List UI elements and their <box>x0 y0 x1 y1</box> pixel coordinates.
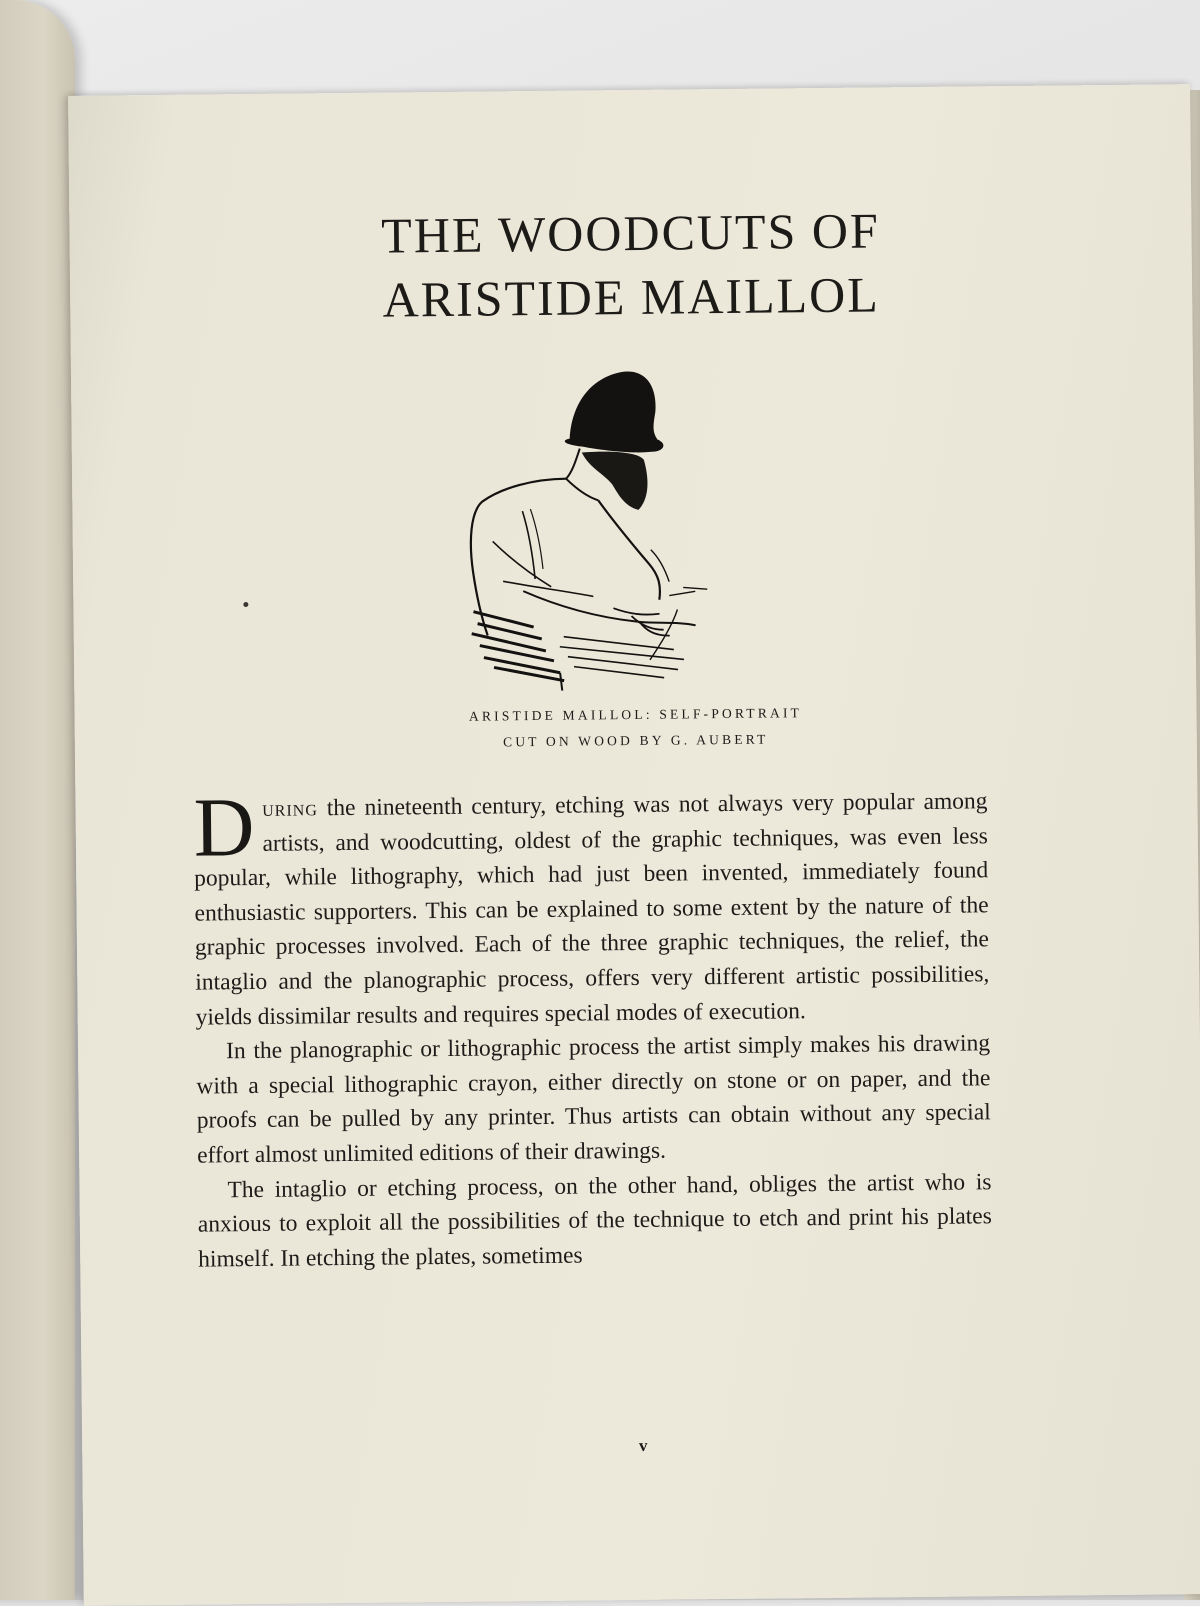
illustration-caption-line-1: ARISTIDE MAILLOL: SELF-PORTRAIT <box>468 705 803 724</box>
paragraph-1 <box>193 780 990 1034</box>
left-page-edge <box>0 0 75 1600</box>
paragraph-3: The intaglio or etching process, on the other hand, obliges the artist who is anxious to exploit all the possibilities of the technique to etch and print his plates himself. In etching the plates, sometimes <box>197 1168 992 1273</box>
paragraph-2: In the planographic or lithographic process the artist simply makes his drawing with a special lithographic crayon, either directly on stone or on paper, and the proofs can be pulled by any printer. Thus artists can obtain without any special effort almost unlimited editions of their drawings. <box>196 1030 991 1169</box>
page-number: v <box>638 1435 648 1455</box>
book-page <box>68 84 1200 1606</box>
paragraph-1-text: the nineteenth century, etching was not always very popular among artists, and woodcutting, oldest of the graphic techniques, was even less popular, while lithography, which had just been invented, immediately found enthusiastic supporters. This can be explained to some extent by the nature of the graphic processes involved. Each of the three graphic techniques, the relief, the intaglio and the planographic process, offers very different artistic possibilities, yields dissimilar results and requires special modes of execution. <box>194 788 990 1031</box>
drop-cap: D <box>193 780 255 875</box>
ink-speck <box>243 602 248 607</box>
page-title-line-1: THE WOODCUTS OF <box>380 202 881 264</box>
illustration-caption-line-2: CUT ON WOOD BY G. AUBERT <box>502 731 769 750</box>
body-text <box>193 780 992 1277</box>
self-portrait-illustration <box>461 359 734 692</box>
first-word-small-caps: uring <box>262 795 318 822</box>
page-title-line-2: ARISTIDE MAILLOL <box>382 266 881 328</box>
